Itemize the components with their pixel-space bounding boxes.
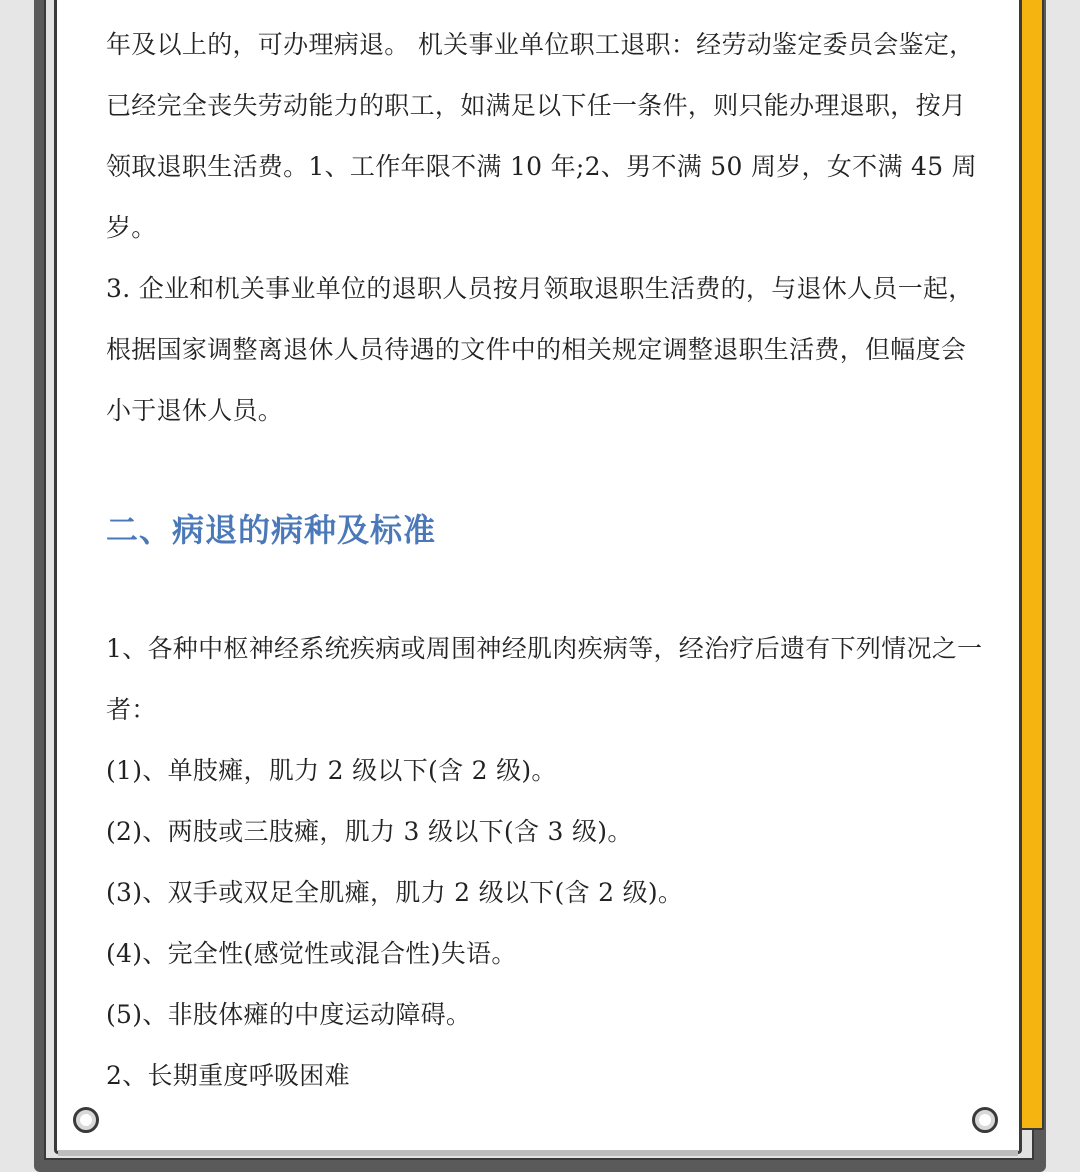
- list-item: 1、各种中枢神经系统疾病或周围神经肌肉疾病等，经治疗后遗有下列情况之一者：: [106, 634, 983, 724]
- binder-ring-right-icon: [972, 1107, 998, 1133]
- document-content: [106, 14, 986, 1090]
- list-item: (1)、单肢瘫，肌力 2 级以下(含 2 级)。: [106, 756, 557, 785]
- list-item: 2、长期重度呼吸困难: [106, 1061, 350, 1090]
- binder-ring-left-icon: [73, 1107, 99, 1133]
- body-paragraph: 年及以上的，可办理病退。 机关事业单位职工退职：经劳动鉴定委员会鉴定，已经完全丧失劳动能力的职工，如满足以下任一条件，则只能办理退职，按月领取退职生活费。1、工作年限不满 10 年;2、男不满 50 周岁，女不满 45 周岁。: [106, 30, 977, 242]
- list-item: (2)、两肢或三肢瘫，肌力 3 级以下(含 3 级)。: [106, 817, 633, 846]
- list-item: (5)、非肢体瘫的中度运动障碍。: [106, 1000, 472, 1029]
- list-item: (3)、双手或双足全肌瘫，肌力 2 级以下(含 2 级)。: [106, 878, 684, 907]
- list-item: (4)、完全性(感觉性或混合性)失语。: [106, 939, 517, 968]
- criteria-list: [106, 618, 986, 1106]
- body-paragraph: 3. 企业和机关事业单位的退职人员按月领取退职生活费的，与退休人员一起，根据国家调整离退休人员待遇的文件中的相关规定调整退职生活费，但幅度会小于退休人员。: [106, 274, 974, 425]
- section-heading: 二、病退的病种及标准: [106, 511, 437, 549]
- paper-shadow: [58, 1150, 1018, 1156]
